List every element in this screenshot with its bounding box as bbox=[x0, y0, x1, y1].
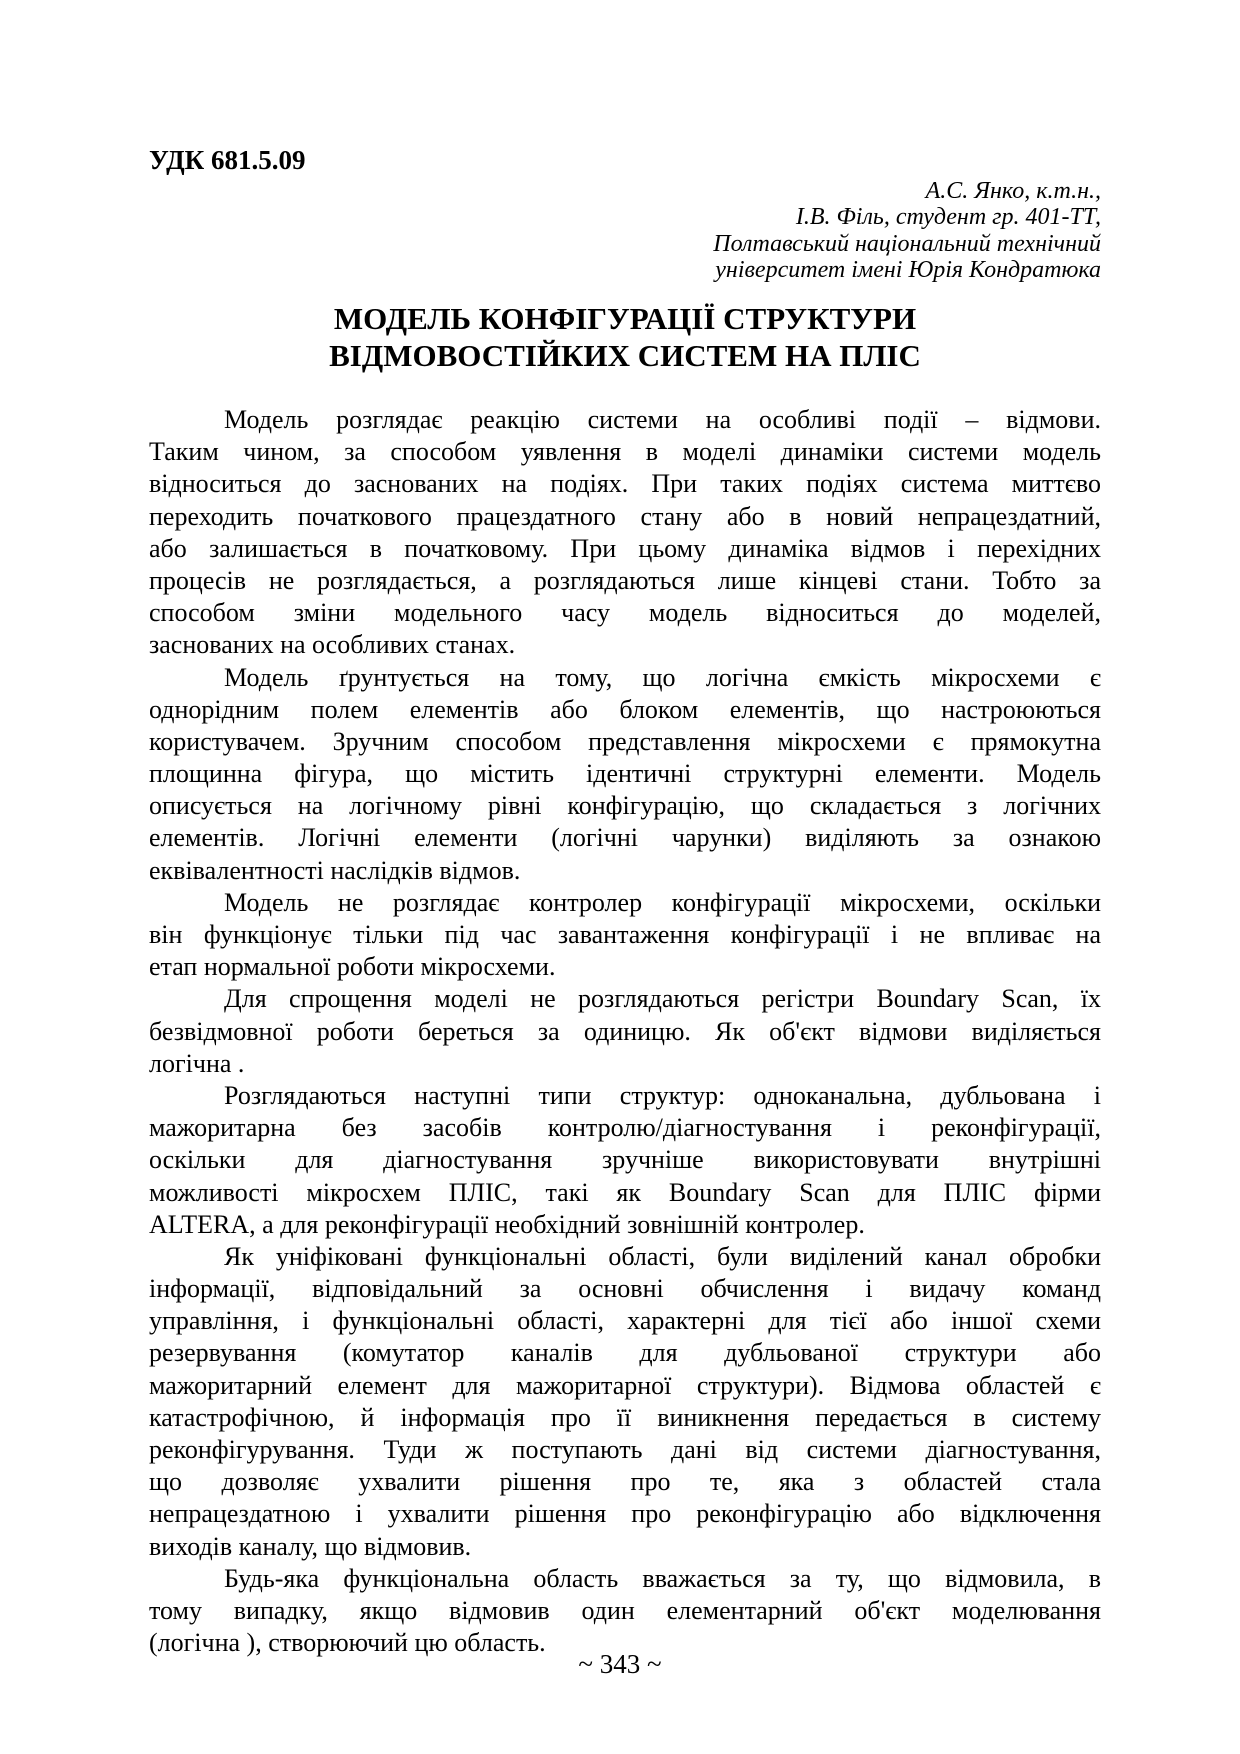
text-line: можливості мікросхем ПЛІС, такі як Boundary Scan для ПЛІС фірми bbox=[149, 1177, 1101, 1207]
paragraph bbox=[149, 404, 1101, 662]
text-line: інформації, відповідальний за основні обчислення і видачу команд bbox=[149, 1274, 1101, 1304]
text-line: Модель ґрунтується на тому, що логічна ємкість мікросхеми є bbox=[224, 662, 1101, 692]
paragraph bbox=[149, 1080, 1101, 1241]
text-line: що дозволяє ухвалити рішення про те, яка з областей стала bbox=[149, 1467, 1101, 1497]
text-line: елементів. Логічні елементи (логічні чарунки) виділяють за ознакою bbox=[149, 823, 1101, 853]
paragraph bbox=[149, 1563, 1101, 1660]
title-line-2: ВІДМОВОСТІЙКИХ СИСТЕМ НА ПЛІС bbox=[329, 338, 921, 373]
paragraph bbox=[149, 983, 1101, 1080]
text-line: Таким чином, за способом уявлення в моделі динаміки системи модель bbox=[149, 437, 1101, 467]
text-line: виходів каналу, що відмовив. bbox=[149, 1531, 472, 1561]
paragraph bbox=[149, 887, 1101, 984]
text-line: Як уніфіковані функціональні області, були виділений канал обробки bbox=[224, 1241, 1101, 1271]
text-line: (логічна ), створюючий цю область. bbox=[149, 1628, 546, 1658]
text-line: заснованих на особливих станах. bbox=[149, 630, 516, 660]
text-line: тому випадку, якщо відмовив один елементарний об'єкт моделювання bbox=[149, 1595, 1101, 1625]
text-line: або залишається в початковому. При цьому динаміка відмов і перехідних bbox=[149, 533, 1101, 563]
text-line: способом зміни модельного часу модель відноситься до моделей, bbox=[149, 598, 1101, 628]
text-line: Модель не розглядає контролер конфігурації мікросхеми, оскільки bbox=[224, 887, 1101, 917]
text-line: Для спрощення моделі не розглядаються регістри Boundary Scan, їх bbox=[224, 984, 1101, 1014]
article-title bbox=[149, 300, 1101, 374]
text-line: відноситься до заснованих на подіях. При таких подіях система миттєво bbox=[149, 469, 1101, 499]
text-line: він функціонує тільки під час завантаження конфігурації і не впливає на bbox=[149, 920, 1101, 949]
text-line: безвідмовної роботи береться за одиницю. Як об'єкт відмови виділяється bbox=[149, 1016, 1101, 1046]
text-line: реконфігурування. Туди ж поступають дані від системи діагностування, bbox=[149, 1435, 1101, 1464]
article-body bbox=[149, 404, 1101, 1659]
text-line: мажоритарний елемент для мажоритарної структури). Відмова областей є bbox=[149, 1370, 1101, 1400]
paragraph bbox=[149, 662, 1101, 887]
text-line: резервування (комутатор каналів для дубльованої структури або bbox=[149, 1338, 1101, 1368]
author-1: А.С. Янко, к.т.н., bbox=[925, 178, 1101, 204]
text-line: етап нормальної роботи мікросхеми. bbox=[149, 952, 556, 982]
text-line: Розглядаються наступні типи структур: одноканальна, дубльована і bbox=[224, 1080, 1101, 1110]
text-line: непрацездатною і ухвалити рішення про реконфігурацію або відключення bbox=[149, 1499, 1101, 1529]
author-block bbox=[713, 178, 1101, 283]
title-line-1: МОДЕЛЬ КОНФІГУРАЦІЇ СТРУКТУРИ bbox=[333, 301, 917, 336]
udk-code: УДК 681.5.09 bbox=[149, 145, 306, 175]
text-line: еквівалентності наслідків відмов. bbox=[149, 855, 521, 885]
text-line: Будь-яка функціональна область вважається за ту, що відмовила, в bbox=[224, 1563, 1101, 1593]
text-line: управління, і функціональні області, характерні для тієї або іншої схеми bbox=[149, 1306, 1101, 1336]
text-line: Модель розглядає реакцію системи на особливі події – відмови. bbox=[224, 405, 1101, 434]
affiliation-line-1: Полтавський національний технічний bbox=[713, 230, 1101, 257]
text-line: катастрофічною, й інформація про її виникнення передається в систему bbox=[149, 1402, 1101, 1432]
text-line: мажоритарна без засобів контролю/діагностування і реконфігурації, bbox=[149, 1113, 1101, 1143]
text-line: процесів не розглядається, а розглядаються лише кінцеві стани. Тобто за bbox=[149, 565, 1101, 595]
affiliation-line-2: університет імені Юрія Кондратюка bbox=[715, 256, 1101, 283]
text-line: площинна фігура, що містить ідентичні структурні елементи. Модель bbox=[149, 759, 1101, 789]
author-2: І.В. Філь, студент гр. 401-ТТ, bbox=[795, 204, 1101, 231]
text-line: користувачем. Зручним способом представлення мікросхеми є прямокутна bbox=[149, 726, 1101, 756]
text-line: описується на логічному рівні конфігурацію, що складається з логічних bbox=[149, 791, 1101, 821]
paragraph bbox=[149, 1241, 1101, 1563]
text-line: ALTERA, а для реконфігурації необхідний зовнішній контролер. bbox=[149, 1209, 865, 1239]
text-line: переходить початкового працездатного стану або в новий непрацездатний, bbox=[149, 501, 1101, 531]
page-number: ~ 343 ~ bbox=[578, 1649, 662, 1679]
text-line: оскільки для діагностування зручніше використовувати внутрішні bbox=[149, 1145, 1101, 1175]
text-line: логічна . bbox=[149, 1048, 245, 1078]
text-line: однорідним полем елементів або блоком елементів, що настроюються bbox=[149, 694, 1101, 724]
